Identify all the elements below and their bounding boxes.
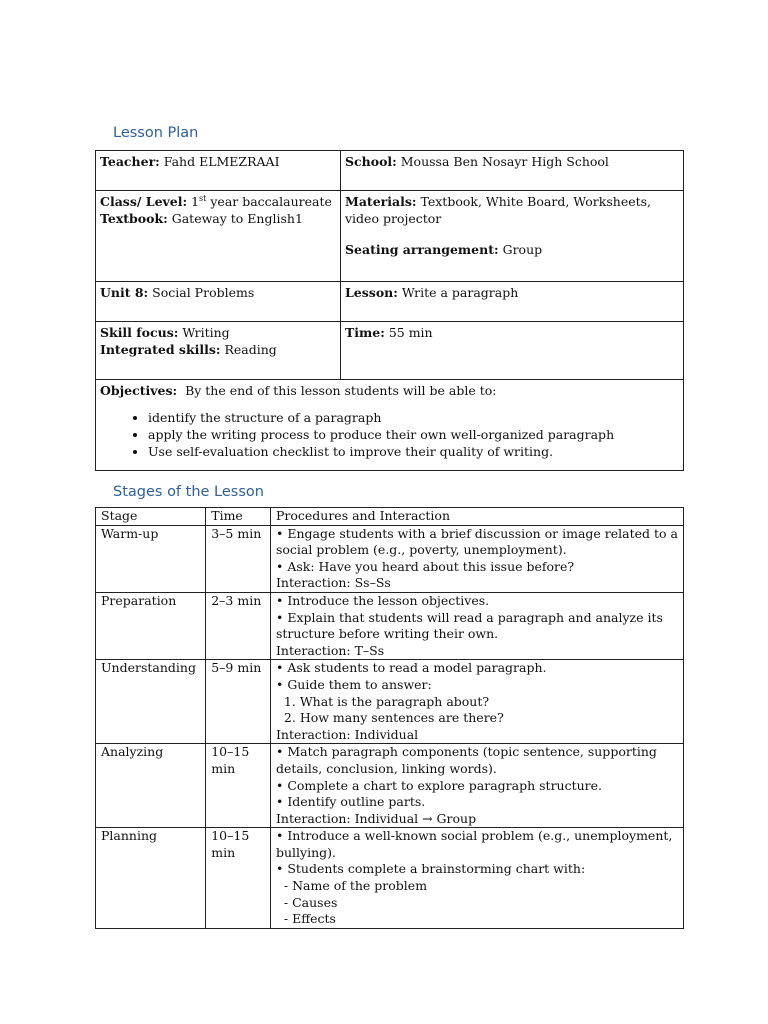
procedure-line: • Ask: Have you heard about this issue before? xyxy=(275,558,575,574)
class-label: Class/ Level: xyxy=(100,194,188,209)
class-number: 1 xyxy=(191,194,200,209)
integrated-value: Reading xyxy=(224,342,277,357)
stage-time: 10–15 min xyxy=(206,828,271,929)
procedure-line: Interaction: Individual → Group xyxy=(275,810,477,826)
unit-cell xyxy=(96,282,341,322)
procedure-line: Interaction: Individual xyxy=(275,726,419,742)
stage-name: Analyzing xyxy=(96,744,206,828)
skill-label: Skill focus: xyxy=(100,325,179,340)
stages-heading: Stages of the Lesson xyxy=(113,484,264,500)
stage-procedures xyxy=(270,828,683,929)
procedure-line: Interaction: Ss–Ss xyxy=(275,575,391,591)
skill-value: Writing xyxy=(182,325,230,340)
stages-header-row xyxy=(96,508,684,526)
objective-item: • identify the structure of a paragraph xyxy=(148,409,679,426)
objective-item: • Use self-evaluation checklist to improve their quality of writing. xyxy=(148,443,679,460)
materials-label: Materials: xyxy=(345,194,417,209)
seating-label: Seating arrangement: xyxy=(345,242,499,257)
stage-procedures xyxy=(270,525,683,592)
procedure-line: • Introduce a well-known social problem (e.g., unemployment, xyxy=(275,828,673,844)
stage-name: Planning xyxy=(96,828,206,929)
materials-value: Textbook, White Board, Worksheets, video projector xyxy=(345,194,652,226)
lesson-plan-heading: Lesson Plan xyxy=(113,125,199,141)
teacher-cell xyxy=(96,151,341,191)
time-header: Time xyxy=(206,508,271,526)
class-value: year baccalaureate xyxy=(210,194,332,209)
school-value: Moussa Ben Nosayr High School xyxy=(400,154,609,169)
stage-time: 10–15 min xyxy=(206,744,271,828)
class-cell xyxy=(96,191,341,282)
school-cell xyxy=(341,151,684,191)
procedure-line: 1. What is the paragraph about? xyxy=(275,693,490,709)
stage-name: Warm-up xyxy=(96,525,206,592)
lesson-info-table xyxy=(95,150,684,471)
procedure-line: • Introduce the lesson objectives. xyxy=(275,592,490,608)
procedure-line: 2. How many sentences are there? xyxy=(275,710,504,726)
textbook-label: Textbook: xyxy=(100,211,168,226)
stage-time: 3–5 min xyxy=(206,525,271,592)
procedure-line: • Ask students to read a model paragraph. xyxy=(275,660,547,676)
time-label: Time: xyxy=(345,325,385,340)
stage-procedures xyxy=(270,744,683,828)
time-value: 55 min xyxy=(388,325,433,340)
school-label: School: xyxy=(345,154,397,169)
procedure-line: - Causes xyxy=(275,894,338,910)
lesson-value: Write a paragraph xyxy=(401,285,519,300)
objectives-list xyxy=(100,409,679,460)
stage-row xyxy=(96,525,684,592)
unit-value: Social Problems xyxy=(152,285,255,300)
seating-value: Group xyxy=(502,242,543,257)
unit-label: Unit 8: xyxy=(100,285,149,300)
procedure-line: details, conclusion, linking words). xyxy=(275,760,497,776)
teacher-label: Teacher: xyxy=(100,154,160,169)
procedure-line: • Guide them to answer: xyxy=(275,676,432,692)
time-cell xyxy=(341,322,684,380)
stage-time: 2–3 min xyxy=(206,592,271,659)
procedure-line: - Name of the problem xyxy=(275,878,428,894)
procedure-line: • Students complete a brainstorming chart with: xyxy=(275,861,586,877)
procedure-line: structure before writing their own. xyxy=(275,626,499,642)
procedure-line: • Engage students with a brief discussion or image related to a xyxy=(275,525,678,541)
procedure-line: Interaction: T–Ss xyxy=(275,642,385,658)
integrated-label: Integrated skills: xyxy=(100,342,221,357)
lesson-label: Lesson: xyxy=(345,285,398,300)
stage-procedures xyxy=(270,660,683,744)
class-superscript: st xyxy=(199,193,207,203)
objectives-label: Objectives: xyxy=(100,383,178,398)
stage-procedures xyxy=(270,592,683,659)
stage-header: Stage xyxy=(96,508,206,526)
stage-row xyxy=(96,592,684,659)
stage-row xyxy=(96,744,684,828)
procedure-line: • Explain that students will read a paragraph and analyze its xyxy=(275,609,663,625)
procedure-line: - Effects xyxy=(275,911,336,927)
objective-item: • apply the writing process to produce their own well-organized paragraph xyxy=(148,426,679,443)
stage-row xyxy=(96,828,684,929)
procedure-line: bullying). xyxy=(275,844,336,860)
skill-cell xyxy=(96,322,341,380)
lesson-cell xyxy=(341,282,684,322)
objectives-cell xyxy=(96,380,684,471)
teacher-value: Fahd ELMEZRAAI xyxy=(163,154,280,169)
objectives-intro: By the end of this lesson students will be able to: xyxy=(185,383,497,398)
procedure-line: social problem (e.g., poverty, unemployment). xyxy=(275,542,567,558)
procedure-line: • Complete a chart to explore paragraph structure. xyxy=(275,777,603,793)
textbook-value: Gateway to English1 xyxy=(171,211,303,226)
stage-name: Understanding xyxy=(96,660,206,744)
stage-row xyxy=(96,660,684,744)
stage-time: 5–9 min xyxy=(206,660,271,744)
stages-table xyxy=(95,507,684,929)
procedure-line: • Identify outline parts. xyxy=(275,794,426,810)
procedure-line: • Match paragraph components (topic sentence, supporting xyxy=(275,744,657,760)
stage-name: Preparation xyxy=(96,592,206,659)
procedures-header: Procedures and Interaction xyxy=(270,508,683,526)
materials-cell xyxy=(341,191,684,282)
